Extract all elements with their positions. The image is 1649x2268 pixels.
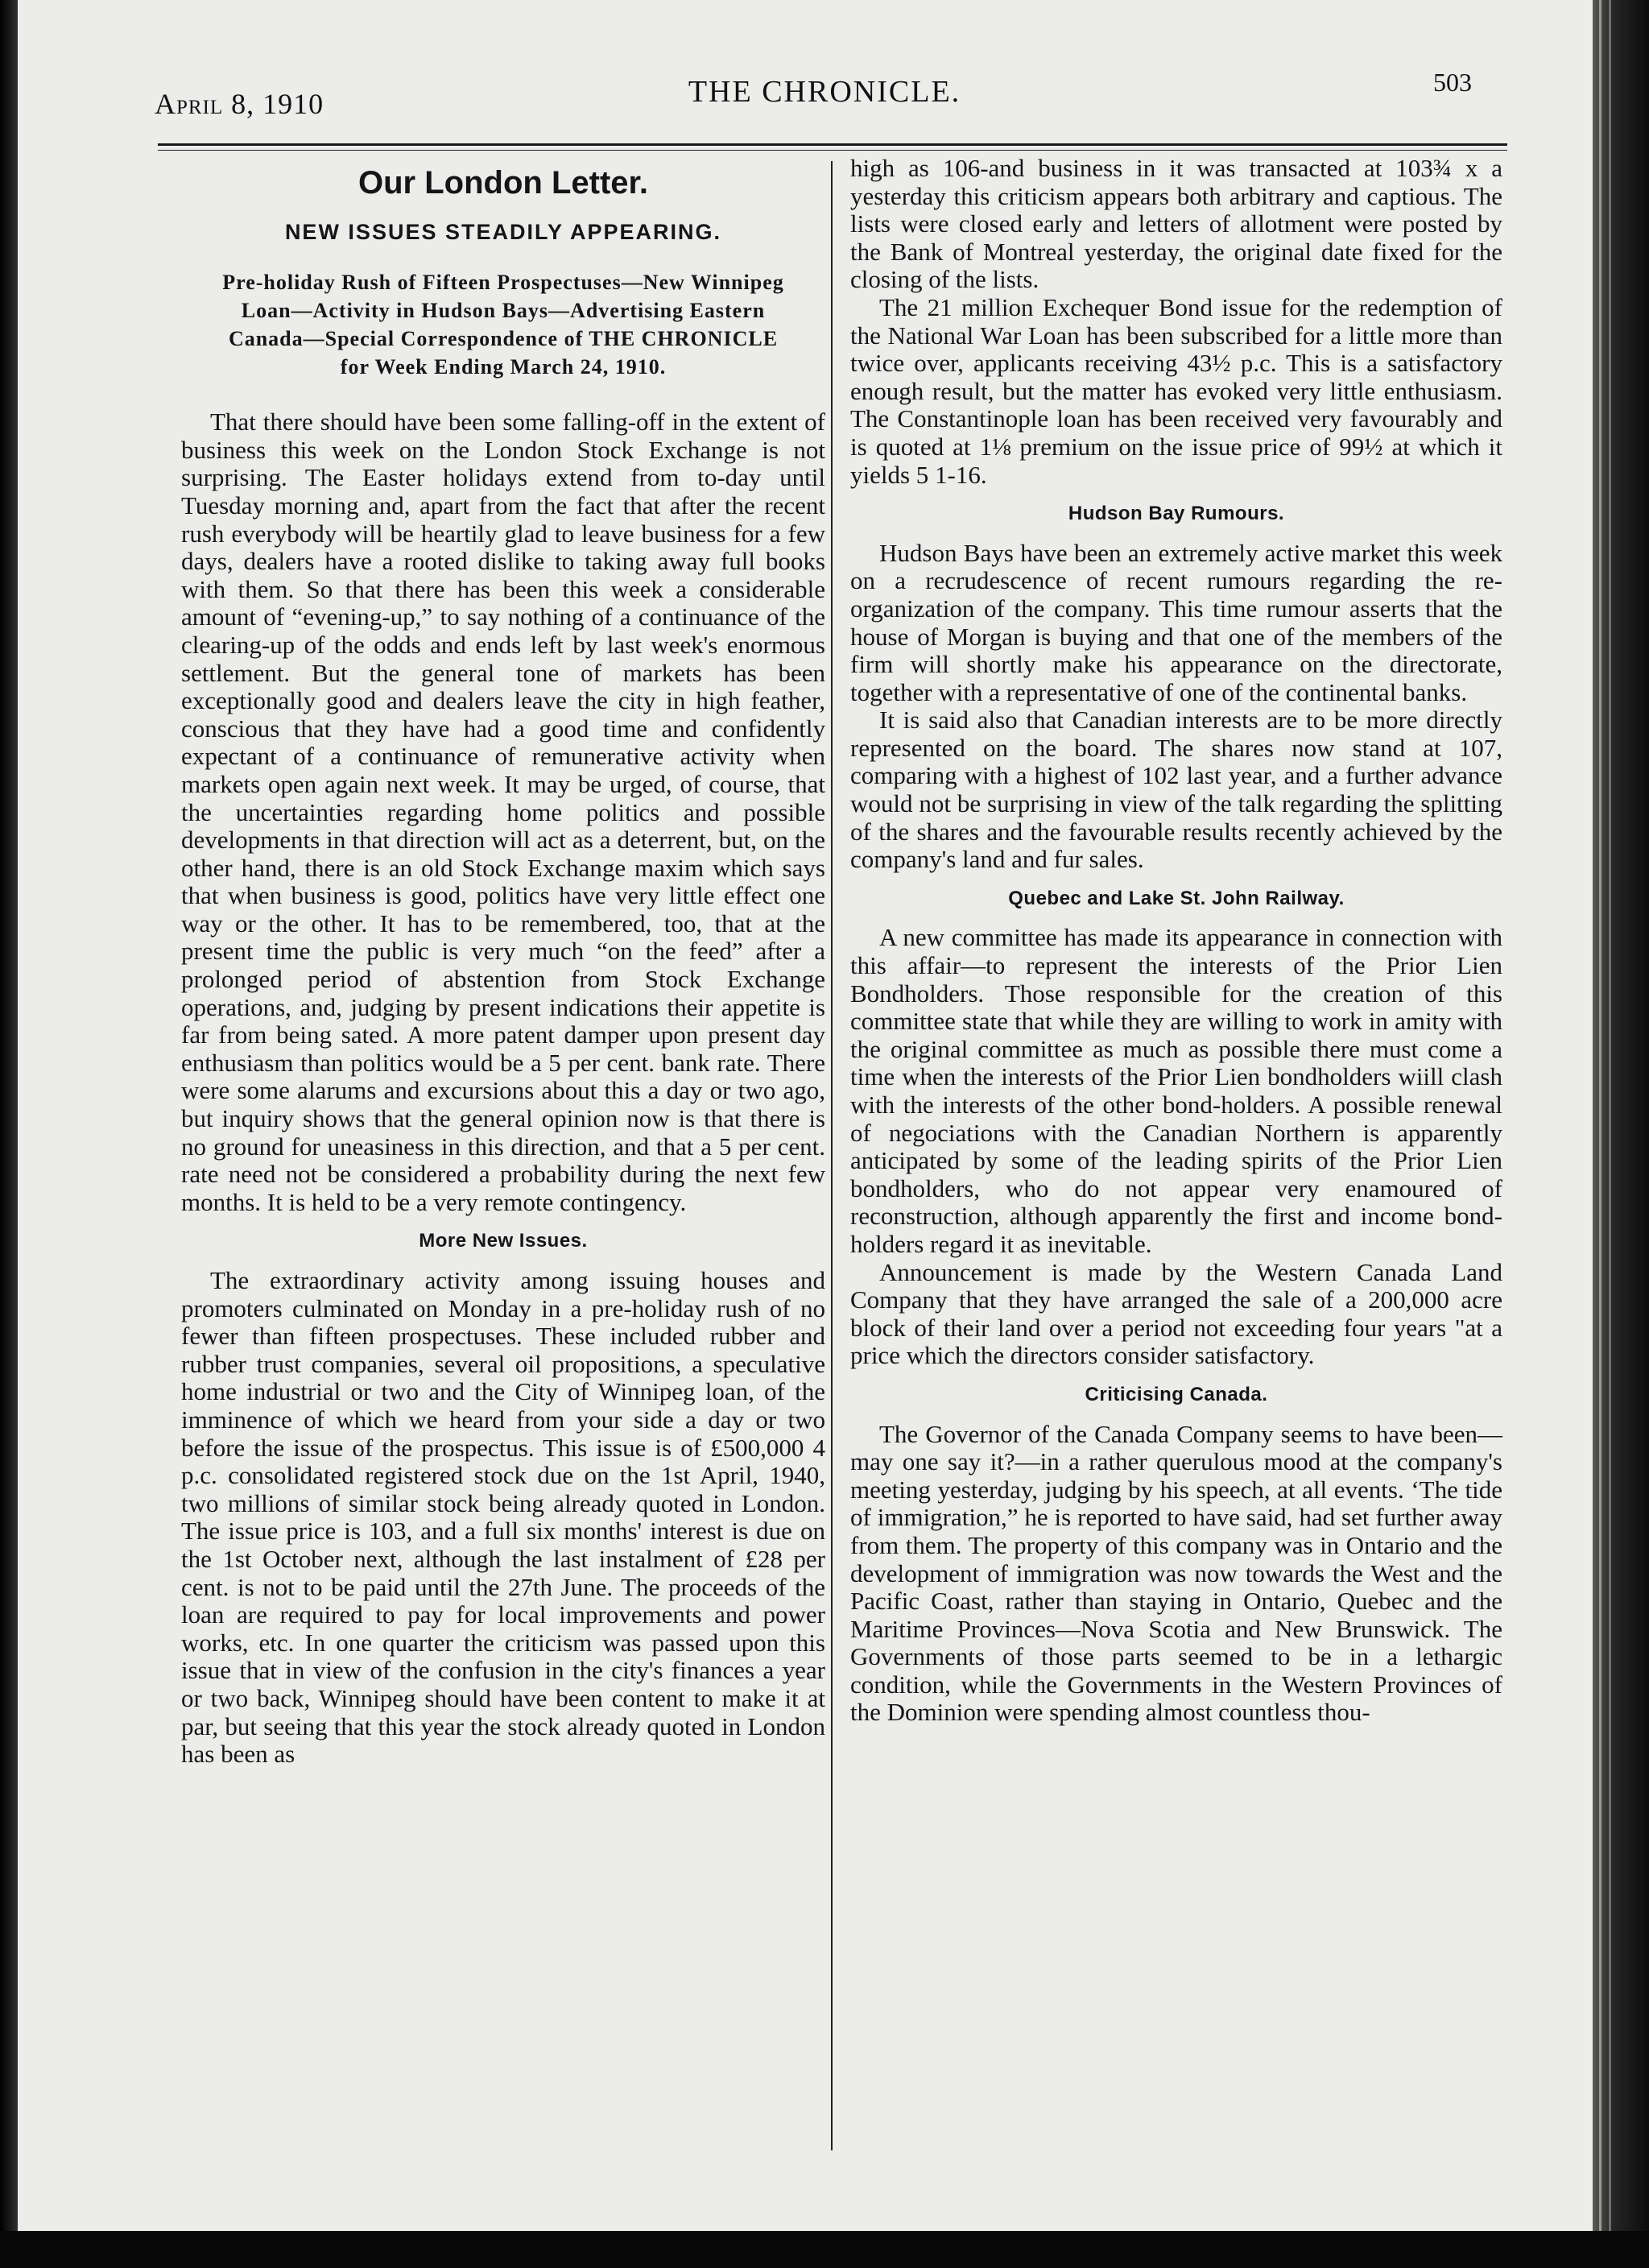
article-subtitle: NEW ISSUES STEADILY APPEARING. [284,219,722,244]
hudson-bay-paragraph-1: Hudson Bays have been an extremely active market this week on a recrudescence of recent rumours regarding the re-organization of the company. This time rumour asserts that the house of Morgan is buying and that one of the members of the firm will shortly make his appearance on the directorate, together with a representative of one of the continental banks. [850,538,1502,706]
header-rule-thin [158,150,1507,151]
section-heading-more-new-issues: More New Issues. [419,1230,588,1252]
section-heading-criticising: Criticising Canada. [1085,1383,1268,1405]
issue-date: April 8, 1910 [155,88,324,120]
article-title: Our London Letter. [358,165,648,201]
left-column [181,161,825,1769]
quebec-paragraph-2: Announcement is made by the Western Canada Land Company that they have arranged the sale of a 200,000 acre block of their land over a period not exceeding four years "at a price which the directors consider satisfactory. [850,1257,1502,1370]
section-heading-quebec: Quebec and Lake St. John Railway. [1008,887,1345,909]
header-rule [158,143,1507,146]
section-heading-hudson-bay: Hudson Bay Rumours. [1068,503,1285,525]
column-divider [831,161,833,2150]
more-new-issues-paragraph: The extraordinary activity among issuing houses and promoters culminated on Monday in a pre-holiday rush of no fewer than fifteen prospectuses. These included rubber and rubber trust companies, several oil propositions, a speculative home industrial or two and the City of Winnipeg loan, of the imminence of which we heard from your side a day or two before the issue of the prospectus. This issue is of £500,000 4 p.c. consolidated registered stock due on the 1st April, 1940, two millions of similar stock being already quoted in London. The issue price is 103, and a full six months' interest is due on the 1st October next, although the last instalment of £28 per cent. is not to be paid until the 27th June. The proceeds of the loan are required to pay for local improvements and power works, etc. In one quarter the criticism was passed upon this issue that in view of the confusion in the city's finances a year or two back, Winnipeg should have been content to make it at par, but seeing that this year the stock already quoted in London has been as [181,1266,825,1769]
intro-paragraph: That there should have been some falling-off in the extent of business this week on the London Stock Exchange is not surprising. The Easter holidays extend from to-day until Tuesday morning and, apart from the fact that after the recent rush everybody will be heartily glad to leave business for a few days, dealers have a rooted dislike to taking away full books with them. So that there has been this week a considerable amount of “evening-up,” to say nothing of a continuance of the clearing-up of the odds and ends left by last week's enormous settlement. But the general tone of markets has been exceptionally good and dealers leave the city in high feather, conscious that they have had a good time and confidently expectant of a continuance of remunerative activity when markets open again next week. It may be urged, of course, that the uncertainties regarding home politics and possible developments in that direction will act as a deterrent, but, on the other hand, there is an old Stock Exchange maxim which says that when business is good, politics have very little effect one way or the other. It has to be remembered, too, that at the present time the public is very much “on the feed” after a prolonged period of abstention from Stock Exchange operations, and, judging by present indications their appetite is far from being sated. A more patent damper upon present day enthusiasm than politics would be a 5 per cent. bank rate. There were some alarums and excursions about this a day or two ago, but inquiry shows that the general opinion now is that there is no ground for uneasiness in this direction, and that a 5 per cent. rate need not be considered a probability during the next few months. It is held to be a very remote contingency. [181,408,825,1216]
article-deck: Pre-holiday Rush of Fifteen Prospectuses—New Winnipeg Loan—Activity in Hudson Bays—Advertising Eastern Canada—Special Correspondence of THE CHRONICLE for Week Ending March 24, 1910. [222,271,784,379]
page-edge [1593,0,1649,2231]
continuation-paragraph: high as 106-and business in it was transacted at 103¾ x a yesterday this criticism appears both arbitrary and captious. The lists were closed early and letters of allotment were posted by the Bank of Montreal yesterday, the original date fixed for the closing of the lists. [850,154,1502,294]
right-column [850,155,1502,1727]
hudson-bay-paragraph-2: It is said also that Canadian interests are to be more directly represented on the board. The shares now stand at 107, comparing with a highest of 102 last year, and a further advance would not be surprising in view of the talk regarding the splitting of the shares and the favourable results recently achieved by the company's land and fur sales. [850,706,1502,874]
exchequer-paragraph: The 21 million Exchequer Bond issue for the redemption of the National War Loan has been subscribed for a little more than twice over, applicants receiving 43½ p.c. This is a satisfactory enough result, but the matter has evoked very little enthusiasm. The Constantinople loan has been received very favourably and is quoted at 1⅛ premium on the issue price of 99½ at which it yields 5 1-16. [850,292,1502,489]
page-number: 503 [1433,68,1472,97]
quebec-paragraph-1: A new committee has made its appearance in connection with this affair—to represent the interests of the Prior Lien Bondholders. Those responsible for the creation of this committee state that while they are willing to work in amity with the original committee as much as possible there must come a time when the interests of the Prior Lien bondholders wiill clash with the interests of the other bond-holders. A possible renewal of negociations with the Canadian Northern is apparently anticipated by some of the leading spirits of the Prior Lien bondholders, who do not appear very enamoured of reconstruction, although apparently the first and income bond-holders regard it as inevitable. [850,923,1502,1258]
criticising-paragraph: The Governor of the Canada Company seems to have been—may one say it?—in a rather querulous mood at the company's meeting yesterday, judging by his speech, at all events. ‘The tide of immigration,” he is reported to have said, had set further away from them. The property of this company was in Ontario and the development of immigration was now towards the West and the Pacific Coast, rather than staying in Ontario, Quebec and the Maritime Provinces—Nova Scotia and New Brunswick. The Governments of those parts seemed to be in a lethargic condition, while the Governments in the Western Provinces of the Dominion were spending almost countless thou- [850,1419,1502,1727]
publication-title: THE CHRONICLE. [688,75,961,109]
scan-border [0,2231,1649,2268]
